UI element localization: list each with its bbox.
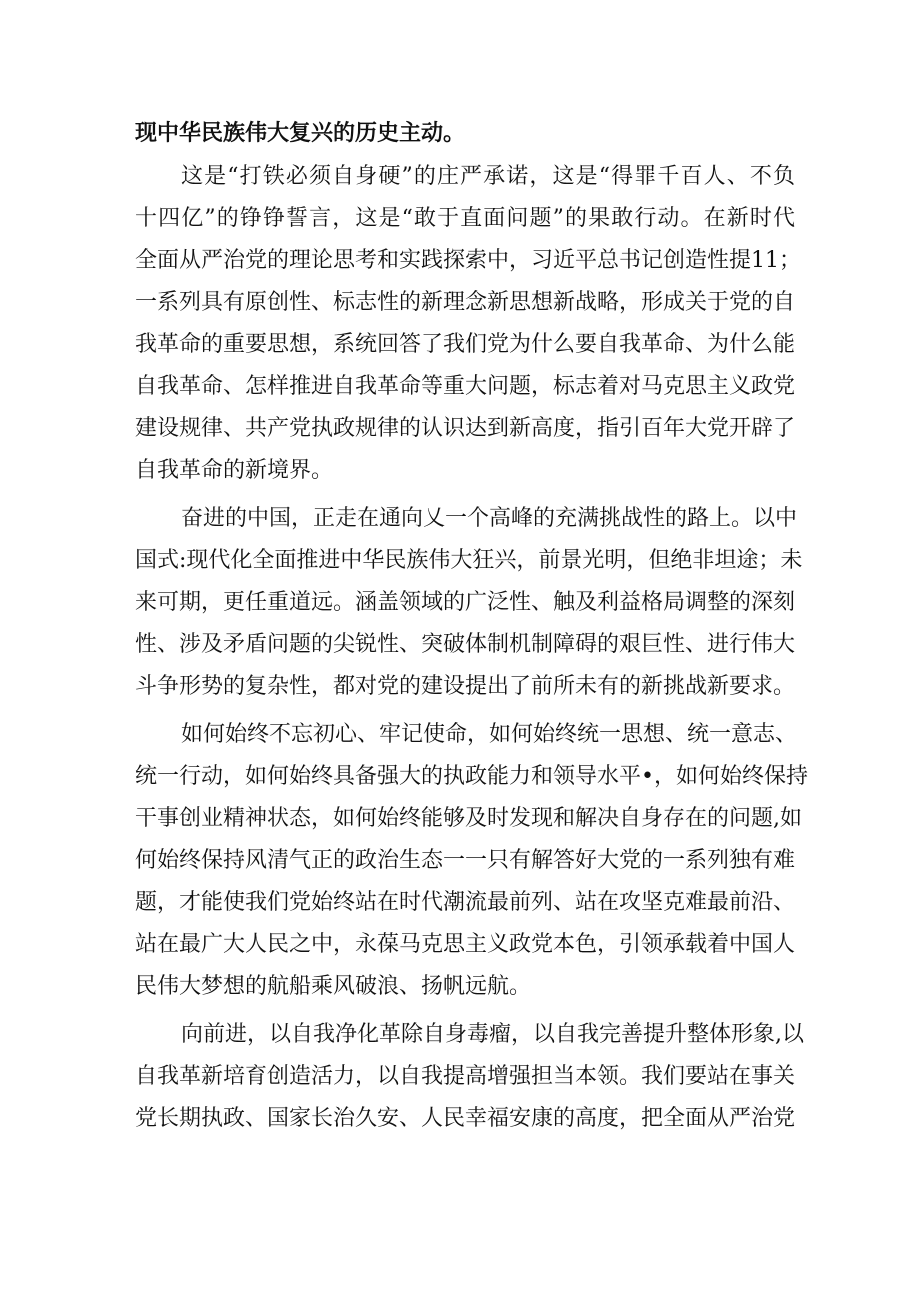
- paragraph-line: 全面从严治党的理论思考和实践探索中，习近平总书记创造性提11；: [135, 248, 801, 273]
- paragraph-line: 党长期执政、国家长治久安、人民幸福安康的高度，把全面从严治党: [135, 1106, 796, 1131]
- paragraph-line: 干事创业精神状态，如何始终能够及时发现和解决自身存在的问题,如: [135, 806, 802, 831]
- paragraph-line: 统一行动，如何始终具备强大的执政能力和领导水平•，如何始终保持: [135, 764, 808, 789]
- paragraph-line: 十四亿”的铮铮誓言，这是“敢于直面问题”的果敢行动。在新时代: [135, 206, 795, 231]
- paragraph-line: 性、涉及矛盾问题的尖锐性、突破体制机制障碍的艰巨性、进行伟大: [135, 632, 796, 657]
- paragraph-line: 国式:现代化全面推进中华民族伟大狂兴，前景光明，但绝非坦途；未: [135, 548, 803, 573]
- paragraph-line: 题，才能使我们党始终站在时代潮流最前列、站在攻坚克难最前沿、: [135, 890, 796, 915]
- paragraph-line: 何始终保持风清气正的政治生态一一只有解答好大党的一系列独有难: [135, 848, 796, 873]
- paragraph-line: 斗争形势的复杂性，都对党的建设提出了前所未有的新挑战新要求。: [135, 674, 796, 699]
- paragraph-line: 建设规律、共产党执政规律的认识达到新高度，指引百年大党开辟了: [135, 416, 796, 441]
- paragraph-line: 我革命的重要思想，系统回答了我们党为什么要自我革命、为什么能: [135, 332, 796, 357]
- paragraph-line: 向前进，以自我净化革除自身毒瘤，以自我完善提升整体形象,以: [181, 1022, 804, 1047]
- paragraph-line: 自我革新培育创造活力，以自我提高增强担当本领。我们要站在事关: [135, 1064, 796, 1089]
- paragraph-line: 站在最广大人民之中，永葆马克思主义政党本色，引领承载着中国人: [135, 932, 796, 957]
- paragraph-line: 自我革命、怎样推进自我革命等重大问题，标志着对马克思主义政党: [135, 374, 796, 399]
- paragraph-line: 一系列具有原创性、标志性的新理念新思想新战略，形成关于党的自: [135, 290, 796, 315]
- paragraph-line: 民伟大梦想的航船乘风破浪、扬帆远航。: [135, 974, 532, 999]
- paragraph-line: 如何始终不忘初心、牢记使命，如何始终统一思想、统一意志、: [181, 722, 798, 747]
- paragraph-line: 奋进的中国，正走在通向乂一个高峰的充满挑战性的路上。以中: [181, 506, 798, 531]
- paragraph-line: 这是“打铁必须自身硬”的庄严承诺，这是“得罪千百人、不负: [181, 164, 795, 189]
- paragraph-line: 现中华民族伟大复兴的历史主动。: [135, 120, 466, 146]
- paragraph-line: 来可期，更任重道远。涵盖领域的广泛性、触及利益格局调整的深刻: [135, 590, 796, 615]
- paragraph-line: 自我革命的新境界。: [135, 458, 334, 483]
